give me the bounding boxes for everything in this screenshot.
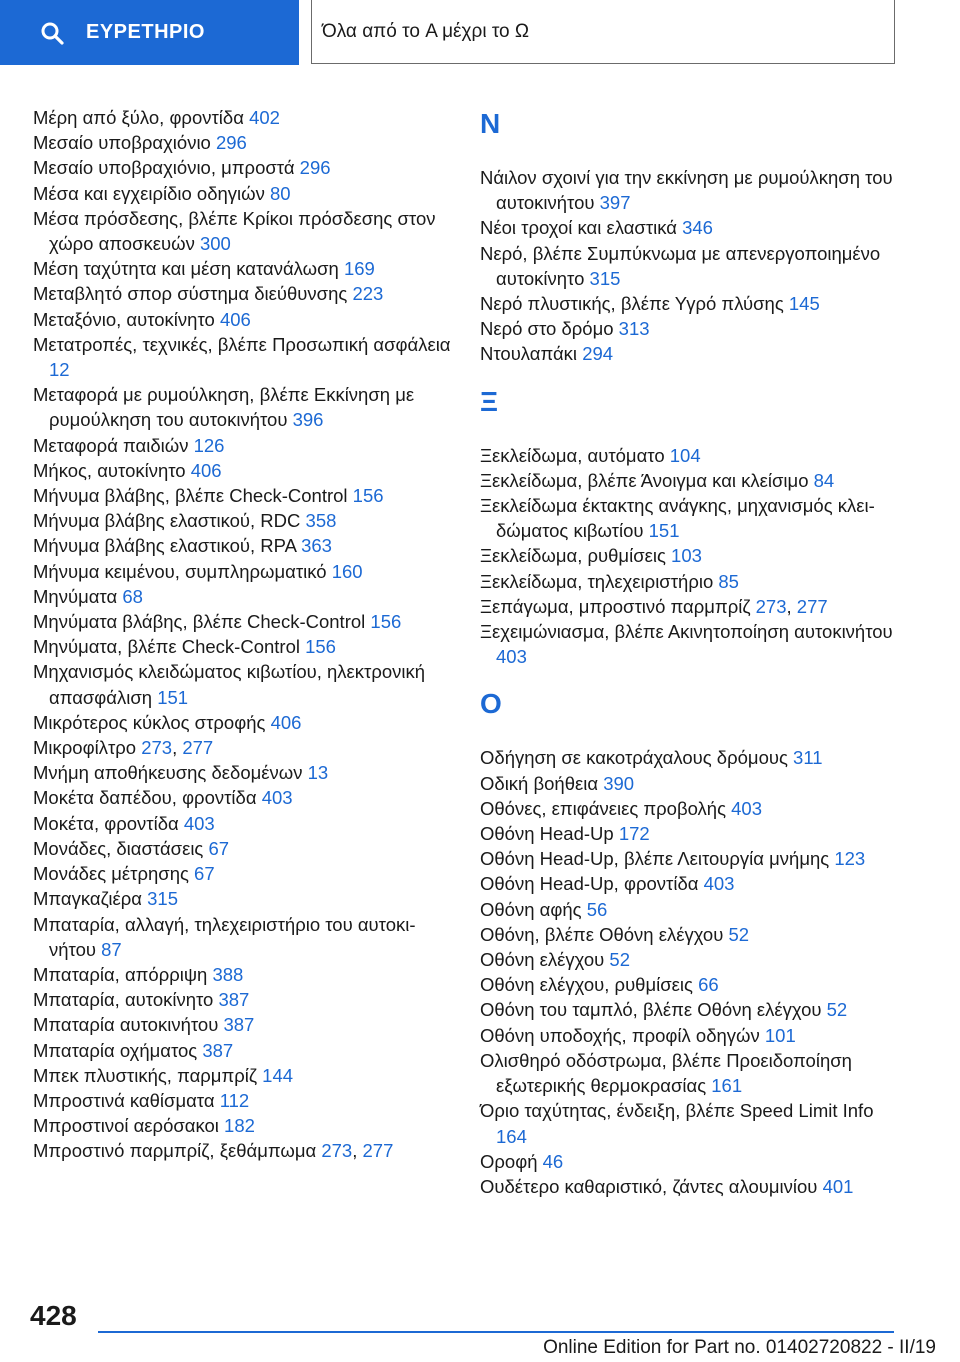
index-entry-term: Οθόνη, βλέπε Οθόνη ελέγχου	[480, 923, 724, 945]
page-link[interactable]: 151	[648, 520, 680, 542]
index-entry	[33, 155, 453, 180]
index-column-left	[33, 105, 453, 1164]
page-link[interactable]: 300	[199, 233, 231, 255]
page-link[interactable]: 160	[331, 560, 363, 582]
page-link[interactable]: 223	[352, 283, 384, 305]
index-entry-term: Μεταφορά με ρυμούλκηση, βλέπε Εκκίνηση με ρυμούλκηση του αυτοκινήτου	[33, 384, 415, 431]
index-entry-term: Μέρη από ξύλο, φροντίδα	[33, 107, 244, 128]
index-entry	[480, 846, 900, 871]
index-entry-term: Μέσα πρόσδεσης, βλέπε Κρίκοι πρόσδεσης στον χώρο αποσκευών	[33, 207, 436, 255]
index-entry-term: Μεσαίο υποβραχιόνιο	[33, 132, 211, 154]
index-entry	[33, 1063, 453, 1088]
page-link[interactable]: 80	[270, 182, 291, 204]
index-entry-term: Ξεκλείδωμα έκτακτης ανάγκης, μηχανισμός κλειδώματος κιβωτίου	[480, 495, 875, 542]
index-entry-term: Ξεπάγωμα, μπροστινό παρμπρίζ	[480, 595, 751, 617]
index-entry	[480, 543, 900, 568]
index-entry	[33, 559, 453, 584]
index-entry	[480, 1174, 900, 1199]
page-link[interactable]: 126	[193, 434, 225, 456]
index-entry	[480, 796, 900, 821]
page-link[interactable]: 172	[618, 823, 650, 845]
page-link[interactable]: 403	[731, 797, 763, 819]
index-entry-term: Μπαταρία, απόρριψη	[33, 963, 208, 985]
index-entry-term: Οθόνη ελέγχου	[480, 949, 605, 971]
page-link[interactable]: 273	[141, 737, 173, 759]
index-entry	[33, 659, 453, 709]
index-tab-label: ΕΥΡΕΤΗΡΙΟ	[86, 21, 205, 43]
index-entry	[33, 1113, 453, 1138]
index-entry-term: Οθόνη Head-Up, φροντίδα	[480, 873, 699, 895]
index-entry	[480, 972, 900, 997]
page-link[interactable]: 313	[618, 318, 650, 340]
page-link[interactable]: 403	[703, 873, 735, 895]
page-link[interactable]: 390	[603, 772, 635, 794]
index-entry	[480, 897, 900, 922]
index-entry	[33, 987, 453, 1012]
index-entry	[480, 922, 900, 947]
page-link[interactable]: 85	[718, 570, 739, 592]
index-entry	[33, 206, 453, 256]
page-link[interactable]: 46	[542, 1150, 564, 1172]
index-entry	[33, 584, 453, 609]
page-link[interactable]: 406	[219, 308, 251, 330]
index-entry: Μικροφίλτρο 273, 277	[33, 737, 214, 759]
page-link[interactable]: 161	[711, 1075, 743, 1097]
index-entry-term: Μηνύματα βλάβης, βλέπε Check-Control	[33, 611, 366, 633]
index-entry	[480, 997, 900, 1022]
page-link[interactable]: 52	[728, 923, 750, 945]
page-link[interactable]: 104	[669, 444, 701, 466]
page-link[interactable]: 315	[589, 267, 621, 289]
index-entry-term: Μονάδες μέτρησης	[33, 863, 189, 885]
index-entry	[480, 745, 900, 770]
page-link[interactable]: 273	[321, 1140, 353, 1162]
index-entry	[33, 836, 453, 861]
index-entry-term: Οδήγηση σε κακοτράχαλους δρόμους	[480, 747, 788, 769]
index-entry	[33, 760, 453, 785]
page-link[interactable]: 156	[370, 611, 402, 633]
index-entry-term: Μετατροπές, τεχνικές, βλέπε Προσωπική ασφάλεια	[33, 333, 451, 355]
index-entry-term: Μπροστινό παρμπρίζ, ξεθάμπωμα	[33, 1140, 317, 1162]
index-entry-term: Μοκέτα δαπέδου, φροντίδα	[33, 787, 257, 809]
page-link[interactable]: 68	[122, 585, 143, 607]
index-entry-term: Μηχανισμός κλειδώματος κιβωτίου, ηλεκτρονική απασφάλιση	[33, 661, 426, 708]
index-entry-term: Μήνυμα βλάβης ελαστικού, RPA	[33, 535, 296, 557]
index-entry-term: Όριο ταχύτητας, ένδειξη, βλέπε Speed Limit Info	[480, 1100, 874, 1122]
index-entry	[480, 443, 900, 468]
index-entry	[33, 886, 453, 911]
index-entry-term: Ξεκλείδωμα, ρυθμίσεις	[480, 545, 666, 567]
index-entry	[480, 241, 900, 291]
page-link[interactable]: 277	[796, 595, 828, 617]
page-link[interactable]: 12	[49, 359, 70, 381]
index-entry	[33, 710, 453, 735]
page-link[interactable]: 387	[223, 1014, 255, 1036]
page-link[interactable]: 311	[793, 747, 823, 769]
page-link[interactable]: 396	[292, 409, 324, 431]
index-entry	[480, 771, 900, 796]
index-entry	[480, 215, 900, 240]
page-link[interactable]: 101	[764, 1024, 796, 1046]
index-entry-term: Οθόνη του ταμπλό, βλέπε Οθόνη ελέγχου	[480, 999, 822, 1021]
index-entry-term: Μήκος, αυτοκίνητο	[33, 459, 186, 481]
page-link[interactable]: 388	[212, 963, 244, 985]
index-entry	[480, 493, 900, 543]
index-entry-term: Οδική βοήθεια	[480, 772, 599, 794]
index-entry-term: Μεταφορά παιδιών	[33, 434, 189, 456]
index-entry: Ξεπάγωμα, μπροστινό παρμπρίζ 273, 277	[480, 595, 828, 617]
index-entry-term: Μπεκ πλυστικής, παρμπρίζ	[33, 1064, 258, 1086]
index-entry-term: Νερό, βλέπε Συμπύκνωμα με απενεργοποιημένο αυτοκίνητο	[480, 242, 881, 289]
index-entry	[480, 316, 900, 341]
index-entry	[33, 912, 453, 962]
page-link[interactable]: 397	[599, 192, 631, 214]
page-link[interactable]: 52	[609, 949, 630, 971]
index-entry	[480, 1098, 900, 1148]
index-entry-term: Μπροστινά καθίσματα	[33, 1089, 215, 1111]
index-entry-term: Μπαταρία, αλλαγή, τηλεχειριστήριο του αυτοκινήτου	[33, 913, 416, 960]
page-link[interactable]: 296	[299, 157, 331, 179]
index-entry	[33, 1038, 453, 1063]
page-link[interactable]: 277	[362, 1140, 394, 1162]
page-link[interactable]: 52	[826, 999, 848, 1021]
index-entry-term: Νερό πλυστικής, βλέπε Υγρό πλύσης	[480, 293, 784, 315]
page-link[interactable]: 156	[352, 485, 384, 507]
page-link[interactable]: 387	[218, 989, 250, 1011]
index-column-right	[480, 105, 900, 1199]
index-entry-term: Μνήμη αποθήκευσης δεδομένων	[33, 762, 303, 784]
page-link[interactable]: 387	[202, 1039, 234, 1061]
page-link[interactable]: 402	[249, 107, 280, 128]
index-entry	[480, 619, 900, 669]
page-link[interactable]: 294	[582, 343, 614, 365]
page-link[interactable]: 103	[671, 545, 702, 567]
index-entry-term: Μεσαίο υποβραχιόνιο, μπροστά	[33, 157, 295, 179]
index-entry-term: Οθόνη αφής	[480, 898, 582, 920]
index-entry	[33, 1088, 453, 1113]
page-link[interactable]: 169	[343, 258, 375, 280]
index-entry	[480, 821, 900, 846]
index-entry	[33, 634, 453, 659]
index-entry-term: Οθόνη υποδοχής, προφίλ οδηγών	[480, 1024, 760, 1046]
page-link[interactable]: 156	[305, 636, 336, 658]
index-entry-term: Μέσα και εγχειρίδιο οδηγιών	[33, 182, 265, 204]
index-entry-term: Νέοι τροχοί και ελαστικά	[480, 217, 677, 239]
page-link[interactable]: 123	[834, 848, 866, 870]
index-entry	[33, 861, 453, 886]
page-link[interactable]: 112	[219, 1089, 250, 1111]
index-entry-term: Μήνυμα βλάβης ελαστικού, RDC	[33, 510, 301, 532]
index-entry	[33, 281, 453, 306]
index-entry	[33, 256, 453, 281]
index-entry-term: Μπαταρία αυτοκινήτου	[33, 1014, 219, 1036]
page-link[interactable]: 84	[813, 469, 835, 491]
a-to-z-tab[interactable]	[311, 0, 895, 64]
page-link[interactable]: 56	[586, 898, 608, 920]
a-to-z-tab-label: Όλα από το A μέχρι το Ω	[322, 20, 530, 42]
page-link[interactable]: 403	[261, 787, 293, 809]
index-entry-term: Οροφή	[480, 1150, 538, 1172]
index-entry	[480, 871, 900, 896]
index-entry-term: Μονάδες, διαστάσεις	[33, 837, 204, 859]
page-link[interactable]: 401	[822, 1175, 854, 1197]
section-letter-heading: Ξ	[480, 385, 499, 417]
index-entry	[480, 291, 900, 316]
index-entry: Μπροστινό παρμπρίζ, ξεθάμπωμα 273, 277	[33, 1140, 394, 1162]
index-entry-term: Οθόνη Head-Up, βλέπε Λειτουργία μνήμης	[480, 848, 830, 870]
page-link[interactable]: 182	[224, 1115, 255, 1137]
index-entry-term: Ξεκλείδωμα, αυτόματο	[480, 444, 665, 466]
index-entry-term: Ξεκλείδωμα, τηλεχειριστήριο	[480, 570, 714, 592]
page-link[interactable]: 363	[301, 535, 332, 557]
index-entry	[33, 785, 453, 810]
page-link[interactable]: 67	[208, 837, 230, 859]
page-link[interactable]: 67	[194, 863, 215, 885]
index-entry	[33, 181, 453, 206]
index-entry-term: Οθόνες, επιφάνειες προβολής	[480, 797, 726, 819]
page-link[interactable]: 277	[182, 737, 214, 759]
index-entry-term: Οθόνη ελέγχου, ρυθμίσεις	[480, 974, 693, 996]
index-entry	[33, 508, 453, 533]
index-entry	[33, 609, 453, 634]
index-entry-term: Νάιλον σχοινί για την εκκίνηση με ρυμούλκηση του αυτοκινήτου	[480, 167, 893, 214]
page-link[interactable]: 406	[270, 711, 302, 733]
page-link[interactable]: 273	[755, 595, 787, 617]
index-entry	[33, 433, 453, 458]
index-entry	[480, 468, 900, 493]
index-entry-term: Μικροφίλτρο	[33, 737, 137, 759]
index-entry	[480, 1023, 900, 1048]
index-entry	[33, 332, 453, 382]
index-entry	[33, 483, 453, 508]
edition-footer: Online Edition for Part no. 01402720822 - II/19	[543, 1337, 936, 1358]
index-entry-term: Ντουλαπάκι	[480, 343, 578, 365]
page-number: 428	[30, 1300, 77, 1331]
index-entry-term: Μηνύματα	[33, 585, 118, 607]
index-entry	[480, 1048, 900, 1098]
index-entry-term: Μπροστινοί αερόσακοι	[33, 1115, 219, 1137]
page-link[interactable]: 358	[305, 510, 337, 532]
index-entry	[480, 947, 900, 972]
index-entry	[33, 458, 453, 483]
index-entry-term: Μήνυμα βλάβης, βλέπε Check-Control	[33, 485, 348, 507]
page-link[interactable]: 13	[307, 762, 329, 784]
page-link[interactable]: 406	[190, 459, 222, 481]
index-entry	[33, 811, 453, 836]
page-link[interactable]: 346	[682, 217, 713, 239]
page-link[interactable]: 87	[101, 938, 122, 960]
search-icon	[40, 20, 66, 46]
index-entry-term: Μπαγκαζιέρα	[33, 888, 142, 910]
index-tab[interactable]	[0, 0, 299, 65]
index-entry	[33, 1012, 453, 1037]
page-link[interactable]: 66	[698, 974, 719, 996]
index-entry-term: Μοκέτα, φροντίδα	[33, 812, 179, 834]
index-entry	[480, 341, 900, 366]
index-entry	[33, 533, 453, 558]
index-entry-term: Ουδέτερο καθαριστικό, ζάντες αλουμινίου	[480, 1175, 818, 1197]
index-entry-term: Μικρότερος κύκλος στροφής	[33, 711, 266, 733]
index-entry-term: Οθόνη Head-Up	[480, 823, 614, 845]
index-entry	[33, 130, 453, 155]
page-link[interactable]: 403	[183, 812, 215, 834]
index-entry-term: Ξεχειμώνιασμα, βλέπε Ακινητοποίηση αυτοκινήτου	[480, 621, 893, 643]
index-entry-term: Μήνυμα κειμένου, συμπληρωματικό	[33, 560, 327, 582]
index-entry-term: Μηνύματα, βλέπε Check-Control	[33, 636, 300, 658]
page-link[interactable]: 144	[262, 1064, 294, 1086]
index-entry	[33, 307, 453, 332]
index-entry-term: Μεταβλητό σπορ σύστημα διεύθυνσης	[33, 283, 348, 305]
index-entry-term: Μπαταρία, αυτοκίνητο	[33, 989, 214, 1011]
page-link[interactable]: 164	[496, 1125, 527, 1147]
page-link[interactable]: 145	[788, 293, 820, 315]
index-entry-term: Μέση ταχύτητα και μέση κατανάλωση	[33, 258, 339, 280]
index-entry-term: Ολισθηρό οδόστρωμα, βλέπε Προειδοποίηση εξωτερικής θερμοκρασίας	[480, 1049, 852, 1097]
index-entry-term: Μεταξόνιο, αυτοκίνητο	[33, 308, 215, 330]
section-letter-heading: N	[480, 108, 501, 139]
index-entry	[33, 382, 453, 432]
page-link[interactable]: 151	[157, 686, 189, 708]
page-link[interactable]: 315	[147, 888, 178, 910]
footer-divider	[98, 1331, 894, 1333]
index-entry-term: Μπαταρία οχήματος	[33, 1039, 198, 1061]
index-entry-term: Νερό στο δρόμο	[480, 318, 614, 340]
index-entry	[480, 165, 900, 215]
page-link[interactable]: 403	[496, 646, 527, 668]
section-letter-heading: O	[480, 688, 502, 720]
index-entry	[33, 962, 453, 987]
index-entry	[33, 105, 453, 130]
index-entry-term: Ξεκλείδωμα, βλέπε Άνοιγμα και κλείσιμο	[480, 469, 809, 491]
page-link[interactable]: 296	[215, 132, 247, 154]
index-entry	[480, 1149, 900, 1174]
index-entry	[480, 569, 900, 594]
